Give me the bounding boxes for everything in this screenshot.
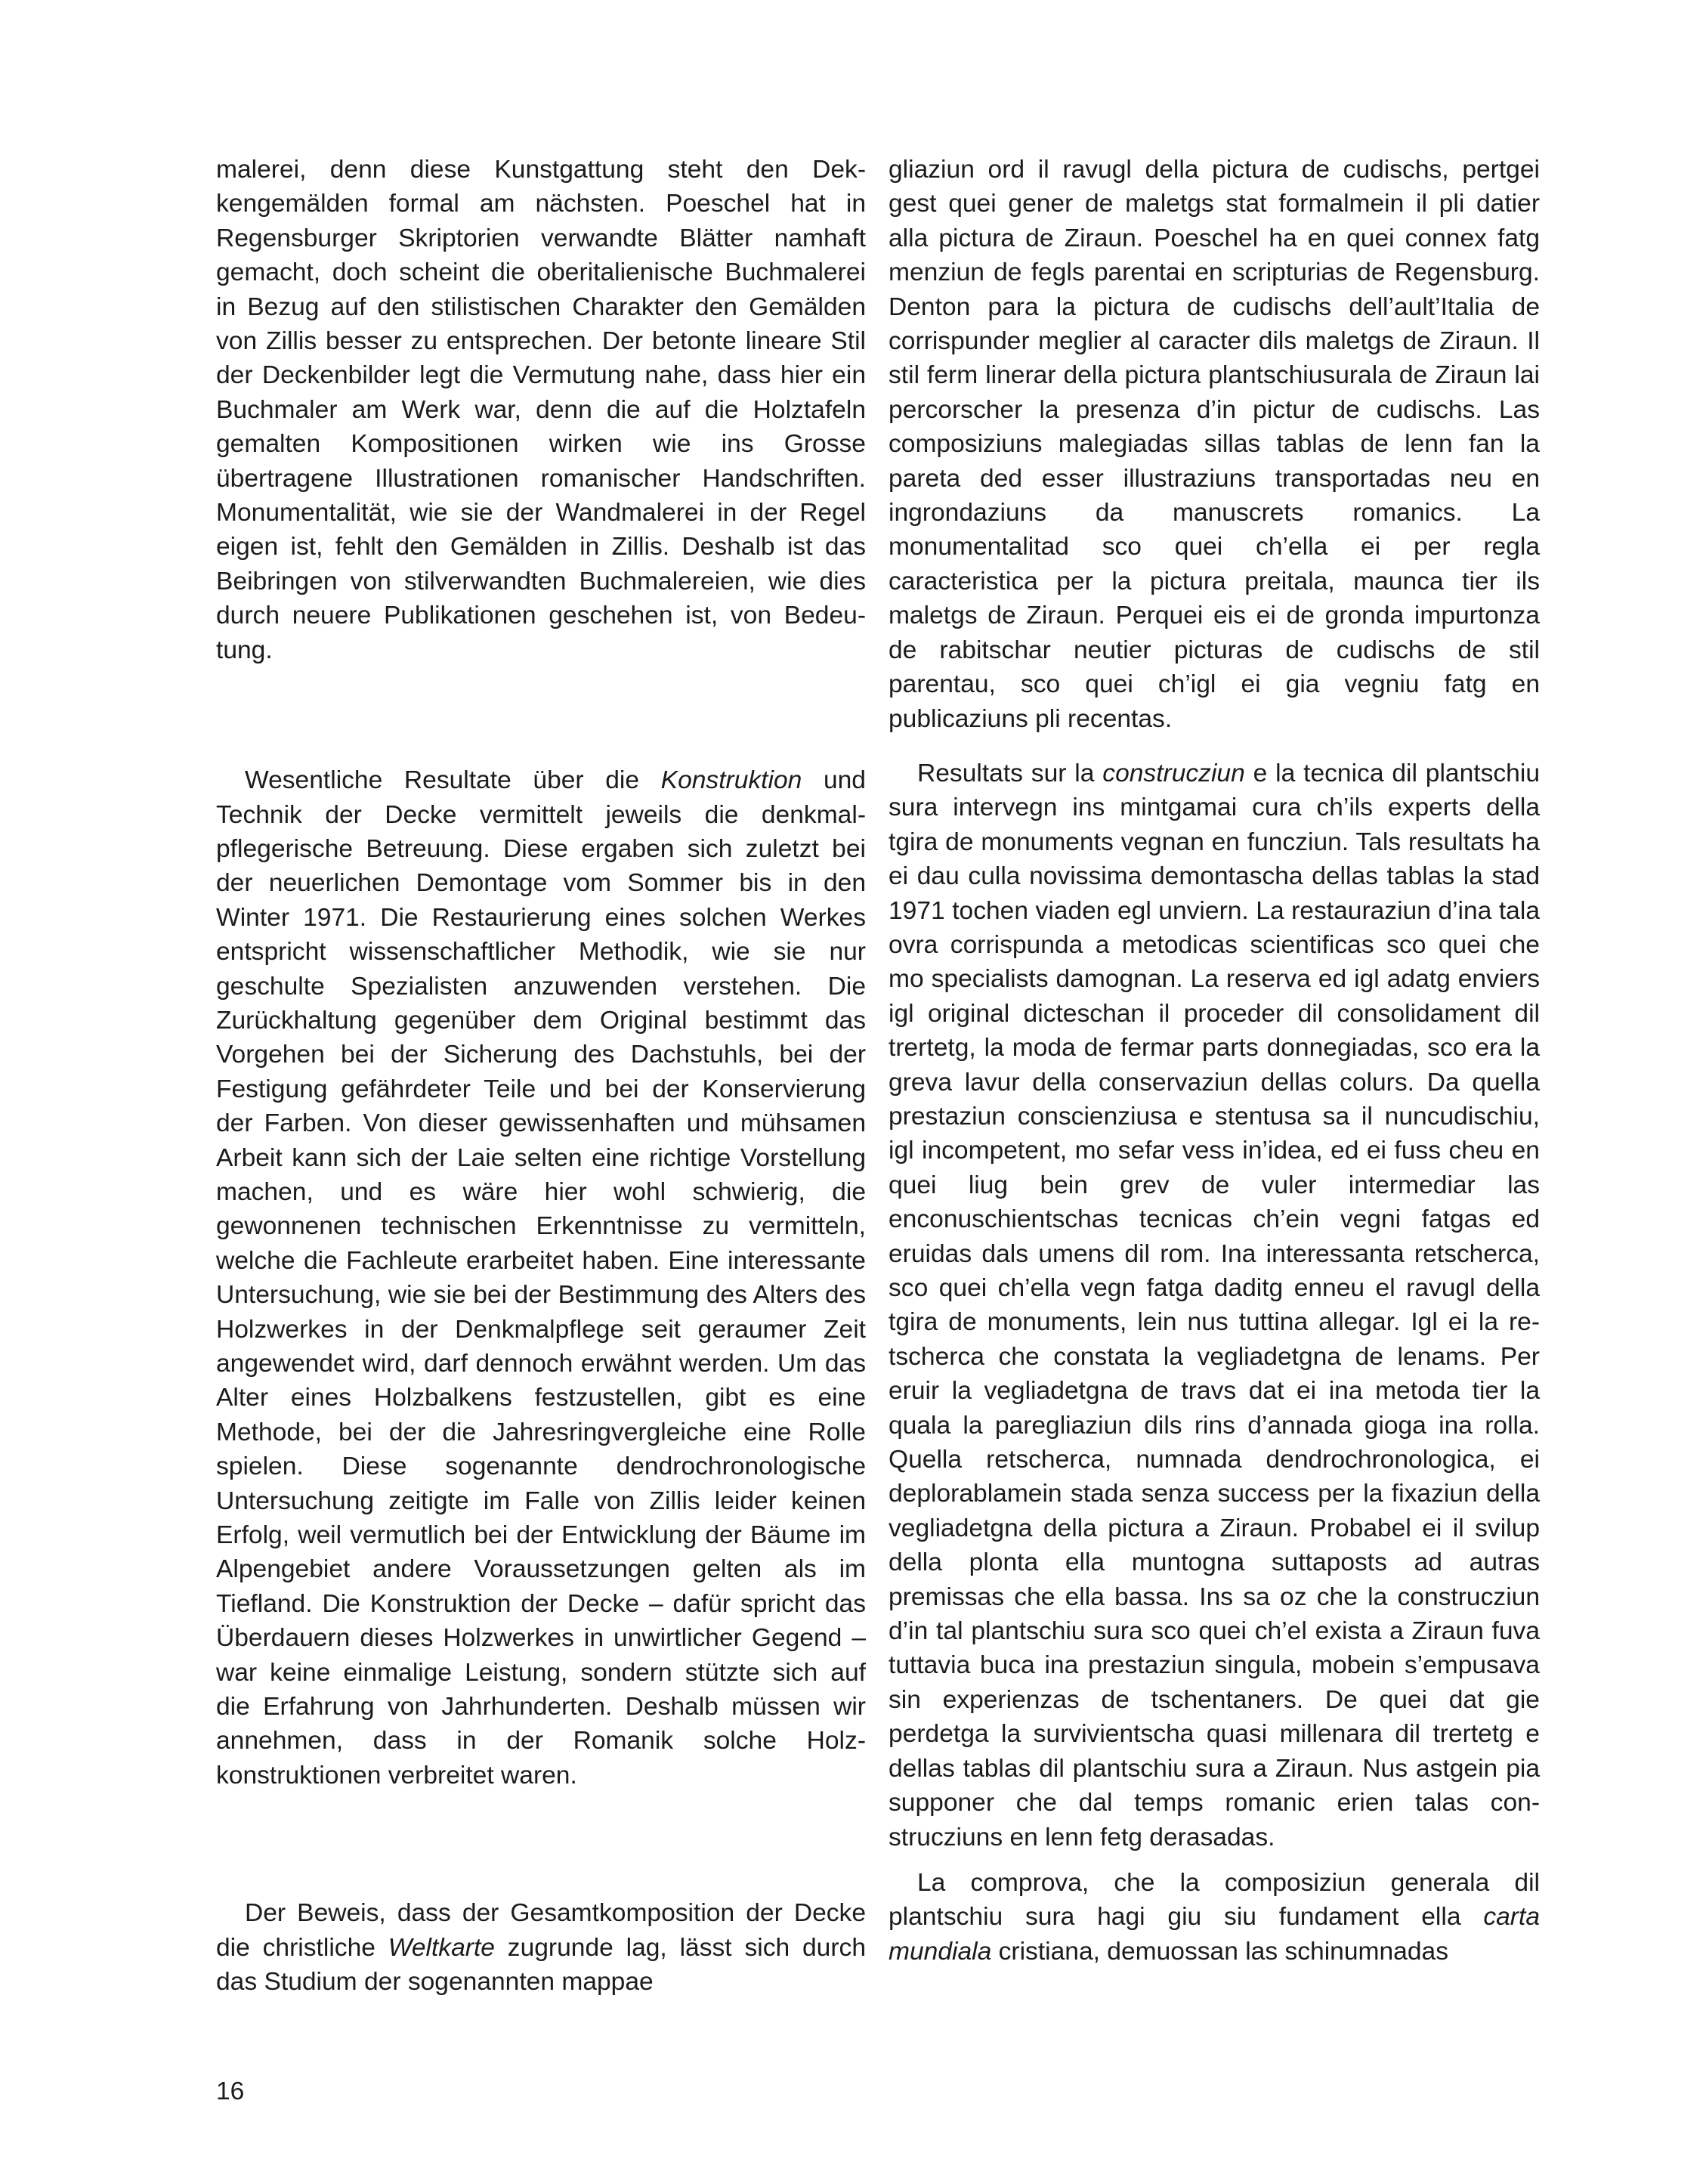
right-paragraph-1-text: gliaziun ord il ravugl della pictura de cudischs, pertgei gest quei gener de maletgs stat formalmein il pli datier alla pictura de Ziraun. Poeschel ha en quei connex fatg menziun de fegls parentai en scripturias de Regensburg. Denton para la pictura de cudischs dell’ault’Italia de corrispunder meglier al caracter dils maletgs de Ziraun. Il stil ferm linerar della pictura plantschiusurala de Ziraun lai percorscher la presenza d’in pictur de cudischs. Las composiziuns malegiadas sillas tablas de lenn fan la pareta ded esser illustraziuns transportadas neu en ingrondaziuns da manuscrets romanics. La monumentalitad sco quei ch’ella ei per regla caracteristica per la pictura preitala, maunca tier ils maletgs de Ziraun. Perquei eis ei de gronda impurtonza de rabitschar neutier picturas de cudischs de stil parentau, sco quei ch’igl ei gia vegniu fatg en publicaziuns pli recentas. xyxy=(889,156,1540,733)
right-paragraph-3-text-b: cristiana, demuossan las schinumnadas xyxy=(991,1937,1448,1966)
left-paragraph-2-text-b: und Technik der Decke vermittelt jeweils die denkmalpflegerische Betreuung. Diese ergaben sich zuletzt bei der neuerlichen Demontage vom Sommer bis in den Winter 1971. Die Restaurierung eines solchen Werkes entspricht wissenschaftlicher Methodik, wie sie nur geschulte Spezialisten anzuwenden verstehen. Die Zurückhaltung gegenüber dem Original bestimmt das Vorgehen bei der Sicherung des Dachstuhls, bei der Festigung gefährdeter Teile und bei der Konservierung der Farben. Von dieser gewissenhaften und mühsamen Arbeit kann sich der Laie selten eine richtige Vorstellung machen, und es wäre hier wohl schwierig, die gewonnenen technischen Erkenntnisse zu vermitteln, welche die Fachleute erarbeitet haben. Eine interessante Untersuchung, wie sie bei der Bestimmung des Alters des Holzwerkes in der Denkmalpflege seit geraumer Zeit angewendet wird, darf dennoch erwähnt werden. Um das Alter eines Holzbalkens festzustellen, gibt es eine Methode, bei der die Jahresringvergleiche eine Rolle spielen. Diese sogenannte dendrochronologische Untersuchung zeitigte im Falle von Zillis leider keinen Erfolg, weil vermutlich bei der Entwicklung der Bäume im Alpengebiet andere Voraussetzungen gelten als im Tiefland. Die Konstruktion der Decke – dafür spricht das Überdauern dieses Holzwerkes in unwirtlicher Gegend – war keine einmalige Leistung, sondern stützte sich auf die Erfahrung von Jahrhunderten. Deshalb müssen wir annehmen, dass in der Romanik solche Holzkonstruktionen verbreitet waren. xyxy=(216,766,866,1790)
left-paragraph-2-text-a: Wesentliche Resultate über die xyxy=(245,766,661,795)
right-paragraph-2 xyxy=(889,756,1540,1855)
left-column xyxy=(216,153,866,2000)
left-paragraph-2-emphasis: Konstruktion xyxy=(660,766,802,795)
right-paragraph-1 xyxy=(889,153,1540,736)
right-paragraph-2-text-b: e la tecnica dil plantschiu sura intervegn ins mintgamai cura ch’ils experts della tgira de monuments vegnan en funcziun. Tals resultats ha ei dau culla novissima demontascha dellas tablas la stad 1971 tochen viaden egl unviern. La restauraziun d’ina tala ovra corrispunda a metodicas scientificas sco quei che mo specialists damognan. La reserva ed igl adatg enviers igl original dicteschan il proceder dil consolidament dil trertetg, la moda de fermar parts donnegiadas, sco era la greva lavur della conservaziun dellas colurs. Da quella prestaziun conscienziusa e stentusa sa il nuncudischiu, igl incompetent, mo sefar vess in’idea, ed ei fuss cheu en quei liug bein grev de vuler intermediar las enconuschientschas tecnicas ch’ein vegni fatgas ed eruidas dals umens dil rom. Ina interessanta retscherca, sco quei ch’ella vegn fatga daditg enneu el ravugl della tgira de monuments, lein nus tuttina allegar. Igl ei la retscherca che constata la vegliadetgna de lenams. Per eruir la vegliadetgna de travs dat ei ina metoda tier la quala la paregliaziun dils rins d’annada gioga ina rolla. Quella retscherca, numnada dendrochronologica, ei deplorablamein stada senza success per la fixaziun della vegliadetgna della pictura a Ziraun. Probabel ei il svilup della plonta ella muntogna suttaposts ad autras premissas che ella bassa. Ins sa oz che la construcziun d’in tal plantschiu sura sco quei ch’el exista a Ziraun fuva tuttavia buca ina prestaziun singula, mobein s’empusava sin experienzas de tschentaners. De quei dat gie perdetga la survivientscha quasi millenara dil trertetg e dellas tablas dil plantschiu sura a Ziraun. Nus astgein pia supponer che dal temps romanic erien talas construcziuns en lenn fetg derasadas. xyxy=(889,759,1540,1851)
left-paragraph-1 xyxy=(216,153,866,667)
right-paragraph-2-emphasis: construcziun xyxy=(1102,759,1245,787)
right-paragraph-3-emphasis: carta mundiala xyxy=(889,1903,1540,1966)
left-paragraph-3-text-b: zugrunde lag, lässt sich durch das Studium der sogenannten mappae xyxy=(216,1933,866,1997)
right-paragraph-3-text-a: La comprova, che la composiziun generala dil plantschiu sura hagi giu siu fundament ella xyxy=(889,1868,1540,1932)
right-column xyxy=(889,153,1540,1969)
left-paragraph-3 xyxy=(216,1896,866,1999)
left-paragraph-3-emphasis: Weltkarte xyxy=(388,1933,495,1962)
left-paragraph-3-text-a: Der Beweis, dass der Gesamtkomposition der Decke die christliche xyxy=(216,1899,866,1962)
right-paragraph-3 xyxy=(889,1866,1540,1969)
page-number: 16 xyxy=(216,2077,245,2105)
left-paragraph-1-text: malerei, denn diese Kunstgattung steht den Dekkengemälden formal am nächsten. Poeschel hat in Regensburger Skriptorien verwandte Blätter namhaft gemacht, doch scheint die oberitalienische Buchmalerei in Bezug auf den stilistischen Charakter den Gemälden von Zillis besser zu entsprechen. Der betonte lineare Stil der Deckenbilder legt die Vermutung nahe, dass hier ein Buchmaler am Werk war, denn die auf die Holztafeln gemalten Kompositionen wirken wie ins Grosse übertragene Illustrationen romanischer Handschriften. Monumentalität, wie sie der Wandmalerei in der Regel eigen ist, fehlt den Gemälden in Zillis. Deshalb ist das Beibringen von stilverwandten Buchmalereien, wie dies durch neuere Publikationen geschehen ist, von Bedeutung. xyxy=(216,156,866,664)
right-paragraph-2-text-a: Resultats sur la xyxy=(917,759,1103,787)
left-paragraph-2 xyxy=(216,763,866,1793)
